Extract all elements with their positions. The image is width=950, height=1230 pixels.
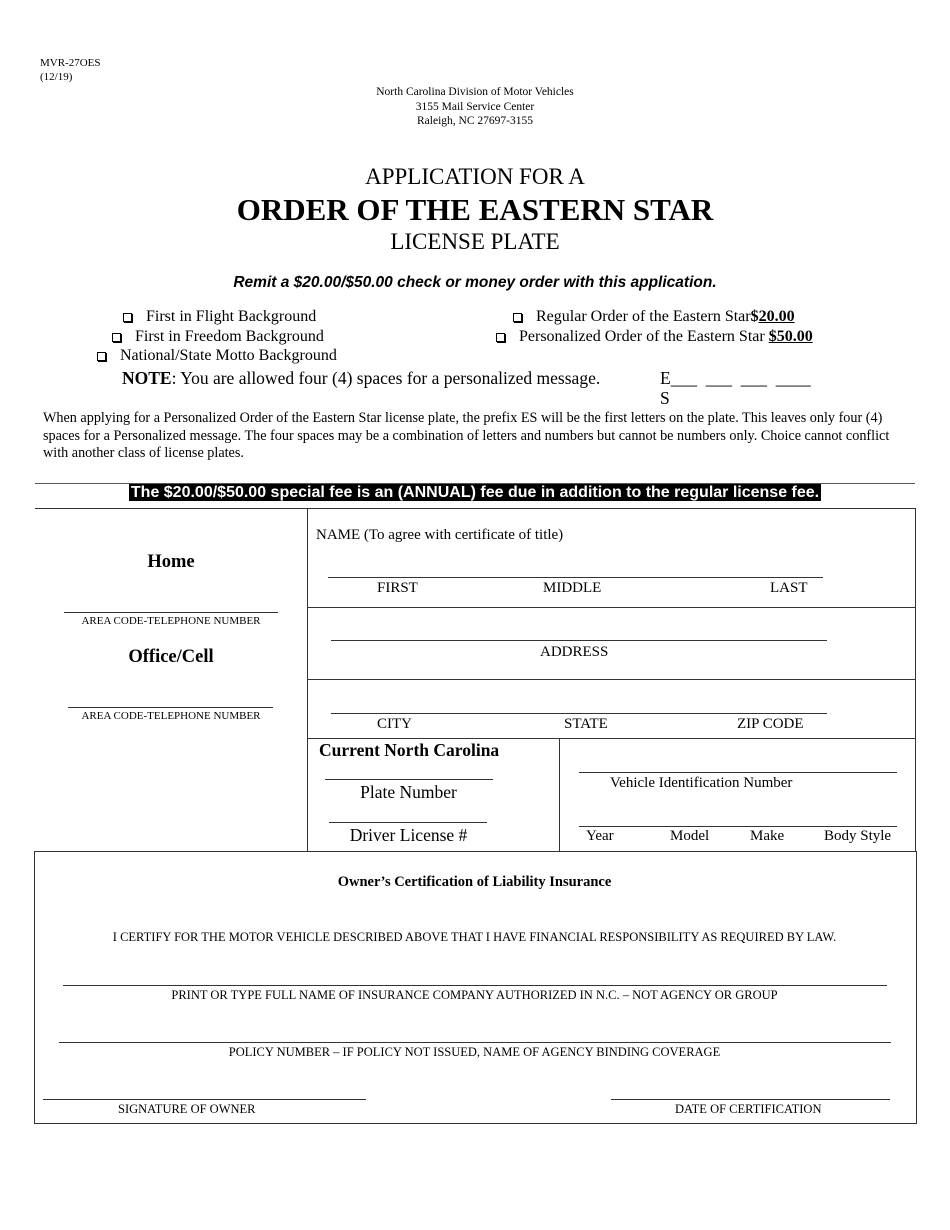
option-label: National/State Motto Background (120, 347, 337, 364)
option-personalized-plate[interactable] (496, 328, 813, 346)
title-line1: APPLICATION FOR A (365, 164, 585, 189)
checkbox-icon[interactable] (112, 333, 121, 342)
office-phone-caption: AREA CODE-TELEPHONE NUMBER (81, 710, 261, 722)
option-label: Personalized Order of the Eastern Star (519, 328, 765, 345)
prefix-e-blanks: E___ ___ ___ ____ (660, 368, 811, 388)
driver-license-input[interactable] (329, 822, 487, 823)
option-label: First in Freedom Background (135, 328, 324, 345)
vin-input[interactable] (579, 772, 897, 773)
home-phone-label: Home (147, 552, 195, 572)
divider (307, 607, 915, 608)
divider (559, 738, 560, 851)
first-caption: FIRST (377, 580, 418, 596)
divider (307, 679, 915, 680)
name-heading: NAME (To agree with certificate of title) (316, 527, 564, 543)
address-input[interactable] (331, 640, 827, 641)
price-currency: $ (750, 308, 759, 325)
date-caption: DATE OF CERTIFICATION (675, 1102, 822, 1116)
fee-banner (0, 484, 950, 502)
year-caption: Year (586, 828, 614, 844)
fee-banner-text: The $20.00/$50.00 special fee is an (ANNUAL) fee due in addition to the regular license fee. (130, 484, 820, 501)
model-caption: Model (670, 828, 710, 844)
insurance-statement: I CERTIFY FOR THE MOTOR VEHICLE DESCRIBED ABOVE THAT I HAVE FINANCIAL RESPONSIBILITY AS REQUIRED BY LAW. (112, 930, 837, 944)
home-phone-input[interactable] (64, 612, 278, 613)
personalized-message-field[interactable] (660, 368, 811, 408)
title-line3: LICENSE PLATE (390, 229, 560, 254)
insurance-heading: Owner’s Certification of Liability Insurance (337, 874, 612, 890)
form-number: MVR-27OES (40, 57, 101, 69)
price-regular: 20.00 (758, 308, 795, 325)
note (122, 368, 600, 389)
signature-caption: SIGNATURE OF OWNER (118, 1102, 256, 1116)
option-national-state-motto[interactable] (97, 347, 337, 365)
note-label: NOTE (122, 368, 172, 388)
policy-number-input[interactable] (59, 1042, 891, 1043)
middle-caption: MIDDLE (543, 580, 602, 596)
form-revision: (12/19) (40, 71, 73, 83)
checkbox-icon[interactable] (513, 313, 522, 322)
address-caption: ADDRESS (540, 644, 609, 660)
option-regular-plate[interactable] (513, 308, 795, 326)
name-input[interactable] (328, 577, 823, 578)
body-style-caption: Body Style (824, 828, 892, 844)
city-state-zip-input[interactable] (331, 713, 827, 714)
insurance-company-input[interactable] (63, 985, 887, 986)
agency-address-line1: 3155 Mail Service Center (415, 100, 535, 113)
make-caption: Make (750, 828, 785, 844)
divider (307, 738, 915, 739)
checkbox-icon[interactable] (496, 333, 505, 342)
zip-caption: ZIP CODE (737, 716, 804, 732)
option-first-in-flight[interactable] (123, 308, 316, 326)
signature-input[interactable] (43, 1099, 366, 1100)
date-input[interactable] (611, 1099, 890, 1100)
option-first-in-freedom[interactable] (112, 328, 324, 346)
vin-caption: Vehicle Identification Number (610, 775, 793, 791)
remit-note: Remit a $20.00/$50.00 check or money order with this application. (233, 274, 717, 291)
note-text: : You are allowed four (4) spaces for a personalized message. (171, 368, 601, 388)
agency-name: North Carolina Division of Motor Vehicles (376, 86, 574, 98)
plate-number-input[interactable] (325, 779, 493, 780)
title-line2: ORDER OF THE EASTERN STAR (236, 192, 714, 227)
vehicle-details-input[interactable] (579, 826, 897, 827)
state-caption: STATE (564, 716, 608, 732)
prefix-s: S (660, 388, 670, 408)
office-phone-input[interactable] (68, 707, 273, 708)
checkbox-icon[interactable] (123, 313, 132, 322)
plate-number-caption: Plate Number (360, 782, 457, 802)
explanation-paragraph: When applying for a Personalized Order of the Eastern Star license plate, the prefix ES will be the first letters on the plate. This leaves only four (4) spaces for a Personalized message. The four spaces may be a combination of letters and numbers but cannot be numbers only. Choice cannot conflict with another class of license plates. (43, 410, 890, 461)
office-phone-label: Office/Cell (128, 647, 214, 667)
driver-license-caption: Driver License # (349, 825, 468, 845)
option-label: Regular Order of the Eastern Star (536, 308, 751, 325)
insurance-company-caption: PRINT OR TYPE FULL NAME OF INSURANCE COMPANY AUTHORIZED IN N.C. – NOT AGENCY OR GROUP (171, 988, 778, 1002)
checkbox-icon[interactable] (97, 352, 106, 361)
agency-address-line2: Raleigh, NC 27697-3155 (417, 115, 533, 127)
option-label: First in Flight Background (146, 308, 317, 325)
current-nc-heading: Current North Carolina (319, 740, 500, 760)
home-phone-caption: AREA CODE-TELEPHONE NUMBER (81, 615, 261, 627)
policy-number-caption: POLICY NUMBER – IF POLICY NOT ISSUED, NAME OF AGENCY BINDING COVERAGE (228, 1045, 721, 1059)
price-personalized: $50.00 (768, 328, 813, 345)
form-id-block (40, 56, 101, 84)
last-caption: LAST (770, 580, 808, 596)
city-caption: CITY (377, 716, 412, 732)
agency-address (0, 85, 950, 129)
